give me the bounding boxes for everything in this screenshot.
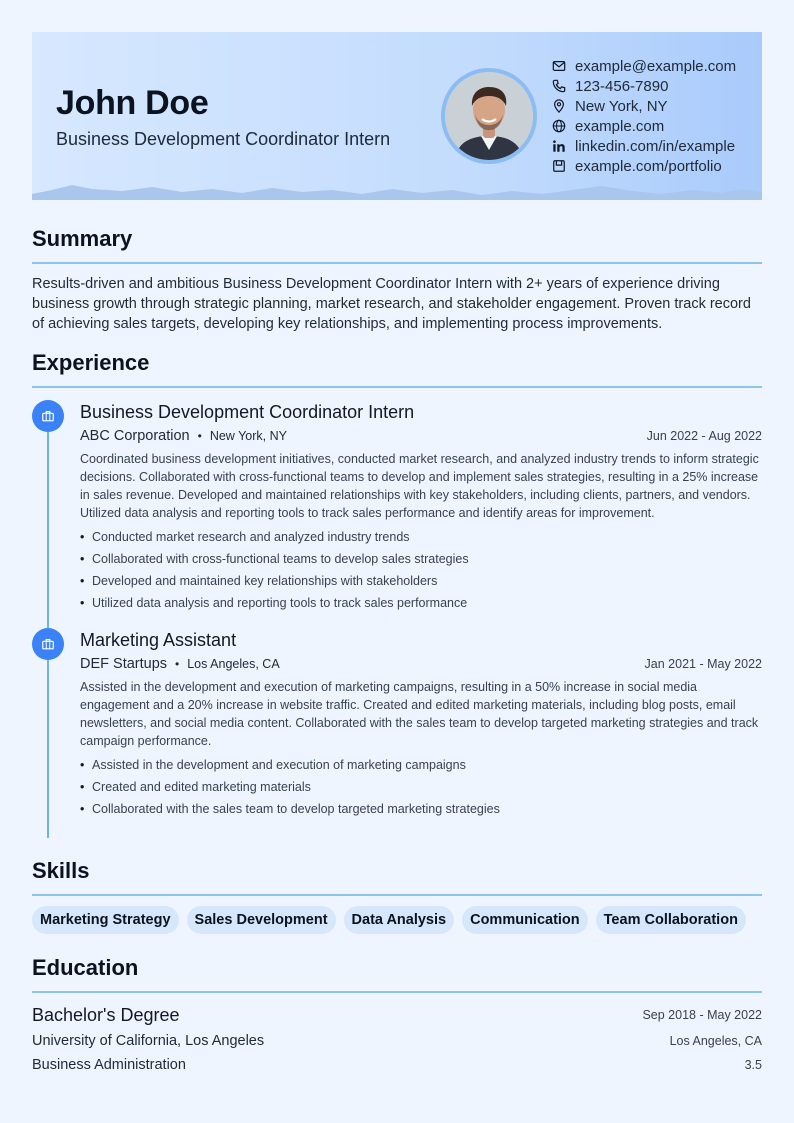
education-school-row [32,1029,762,1053]
job-bullet: • Assisted in the development and execution of marketing campaigns [80,754,762,776]
education-degree: Bachelor's Degree [32,1004,180,1025]
contact-linkedin-text: linkedin.com/in/example [575,137,736,155]
contact-location [551,96,736,116]
contact-phone[interactable] [551,76,736,96]
job-bullet-list [80,526,762,614]
contact-linkedin[interactable] [551,136,736,156]
header-wave-decoration [32,184,762,200]
experience-section [32,350,762,820]
briefcase-icon [32,628,64,660]
skill-chip: Marketing Strategy [32,906,179,934]
skills-heading: Skills [32,858,762,896]
skill-chip: Data Analysis [344,906,455,934]
contact-location-text: New York, NY [575,97,668,115]
summary-section [32,226,762,334]
contact-email[interactable] [551,56,736,76]
job-description: Coordinated business development initiatives, conducted market research, and analyzed industry trends to inform strategic decisions. Collaborated with cross-functional teams to develop and implement sales strategies, resulting in a 25% increase in sales revenue. Developed and maintained relationships with key stakeholders, including clients, partners, and vendors. Utilized data analysis and reporting tools to track sales performance and identify areas for improvement. [80,452,759,520]
skill-chip-list [32,906,762,934]
skill-chip: Communication [462,906,588,934]
job-bullet-list [80,754,762,820]
job-company: DEF Startups [80,656,168,672]
job-meta [80,654,762,674]
education-dates: Sep 2018 - May 2022 [642,1008,762,1022]
briefcase-icon [32,400,64,432]
education-field-row [32,1053,762,1077]
job-company: ABC Corporation [80,428,190,444]
contact-website-text: example.com [575,117,665,135]
globe-icon [551,118,567,134]
resume-page [32,32,762,1073]
contact-email-text: example@example.com [575,57,737,75]
experience-heading: Experience [32,350,762,388]
job-title: Business Development Coordinator Intern [80,402,415,422]
job-title: Marketing Assistant [80,630,237,650]
education-degree-row [32,1003,762,1027]
job-bullet: • Collaborated with cross-functional teams to develop sales strategies [80,548,762,570]
avatar-photo [445,72,533,160]
job-location: New York, NY [209,429,287,443]
job-entry [80,400,762,614]
skills-section [32,858,762,934]
contact-website[interactable] [551,116,736,136]
linkedin-icon [551,138,567,154]
job-dates: Jun 2022 - Aug 2022 [646,429,762,443]
avatar [441,68,537,164]
job-bullet: • Developed and maintained key relationships with stakeholders [80,570,762,592]
job-bullet: • Utilized data analysis and reporting tools to track sales performance [80,592,762,614]
job-bullet: • Created and edited marketing materials [80,776,762,798]
portfolio-icon [551,158,567,174]
contact-list [551,56,736,176]
location-icon [551,98,567,114]
education-field: Business Administration [32,1057,186,1073]
candidate-title: Business Development Coordinator Intern [56,129,391,149]
skill-chip: Sales Development [187,906,336,934]
job-entry [80,628,762,820]
timeline-line [47,412,49,838]
separator-dot: • [175,657,180,671]
job-dates: Jan 2021 - May 2022 [644,657,762,671]
job-description: Assisted in the development and execution of marketing campaigns, resulting in a 50% increase in social media engagement and a 20% increase in website traffic. Created and edited marketing materials, including blog posts, email newsletters, and social media content. Collaborated with the sales team to develop targeted marketing strategies and track campaign performance. [80,680,759,748]
summary-text: Results-driven and ambitious Business Development Coordinator Intern with 2+ years of experience driving business growth through strategic planning, market research, and stakeholder engagement. Proven track record of achieving sales targets, developing key relationships, and implementing process improvements. [32,276,751,332]
resume-header [32,32,762,200]
education-section [32,955,762,1077]
phone-icon [551,78,567,94]
job-bullet: • Conducted market research and analyzed industry trends [80,526,762,548]
education-school: University of California, Los Angeles [32,1033,265,1049]
separator-dot: • [197,429,202,443]
education-gpa: 3.5 [744,1058,762,1072]
job-meta [80,426,762,446]
contact-portfolio-text: example.com/portfolio [575,157,722,175]
job-bullet: • Collaborated with the sales team to develop targeted marketing strategies [80,798,762,820]
contact-portfolio[interactable] [551,156,736,176]
mail-icon [551,58,567,74]
job-location: Los Angeles, CA [187,657,280,671]
skill-chip: Team Collaboration [596,906,746,934]
education-heading: Education [32,955,762,993]
candidate-name: John Doe [56,84,209,122]
education-location: Los Angeles, CA [669,1034,762,1048]
contact-phone-text: 123-456-7890 [575,77,669,95]
summary-heading: Summary [32,226,762,264]
